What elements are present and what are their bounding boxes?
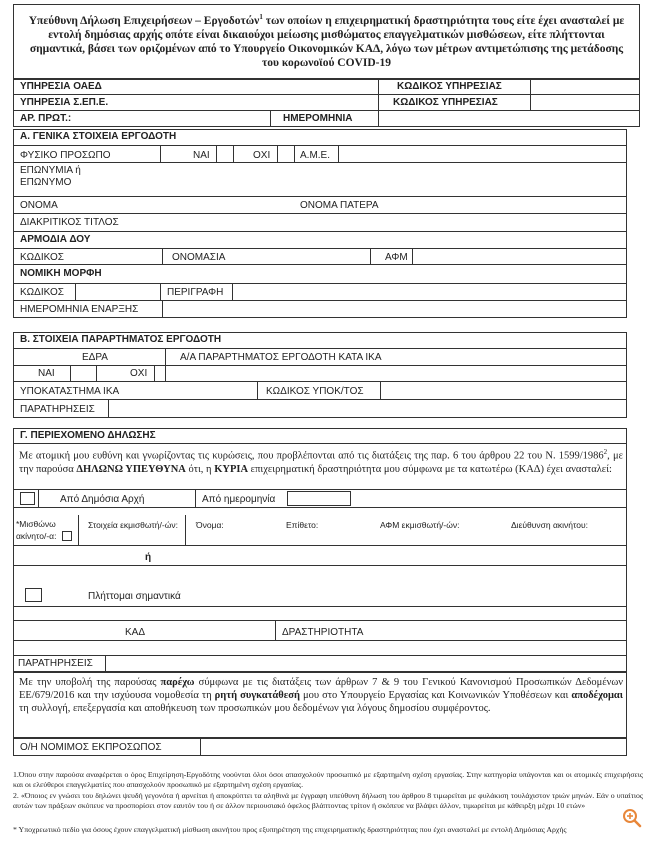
consent-part-3: μου στο Υπουργείο Εργασίας και Κοινωνικών Υποθέσεων και <box>302 690 569 701</box>
public-authority-checkbox[interactable] <box>20 492 35 505</box>
branch-number-label: Α/Α ΠΑΡΑΡΤΗΜΑΤΟΣ ΕΡΓΟΔΟΤΗ ΚΑΤΑ ΙΚΑ <box>180 352 382 363</box>
branch-code-field[interactable] <box>382 382 625 398</box>
physical-yes-label: ΝΑΙ <box>193 150 210 161</box>
tax-office-label: ΑΡΜΟΔΙΑ ΔΟΥ <box>20 234 91 245</box>
afm-field[interactable] <box>414 249 625 263</box>
tax-office-code-label: ΚΩΔΙΚΟΣ <box>20 252 64 263</box>
zoom-in-icon[interactable] <box>619 806 645 828</box>
section-c-title: Γ. ΠΕΡΙΕΧΟΜΕΝΟ ΔΗΛΩΣΗΣ <box>20 430 156 441</box>
section-a-title: Α. ΓΕΝΙΚΑ ΣΤΟΙΧΕΙΑ ΕΡΓΟΔΟΤΗ <box>20 131 177 142</box>
physical-no-label: ΟΧΙ <box>253 150 271 161</box>
legal-form-code-field[interactable] <box>77 284 157 299</box>
ame-field[interactable] <box>340 146 625 161</box>
consent-bold-3: αποδέχομαι <box>571 690 624 701</box>
legal-form-code-label: ΚΩΔΙΚΟΣ <box>20 287 64 298</box>
ika-branch-label: ΥΠΟΚΑΤΑΣΤΗΜΑ ΙΚΑ <box>20 386 120 397</box>
branch-remarks-label: ΠΑΡΑΤΗΡΗΣΕΙΣ <box>20 404 95 415</box>
seat-no-label: ΟΧΙ <box>130 368 148 379</box>
section-b-title: Β. ΣΤΟΙΧΕΙΑ ΠΑΡΑΡΤΗΜΑΤΟΣ ΕΡΓΟΔΟΤΗ <box>20 334 222 345</box>
from-date-label: Από ημερομηνία <box>202 494 276 505</box>
ame-label: Α.Μ.Ε. <box>300 150 331 161</box>
declaration-bold-2: ΚΥΡΙΑ <box>214 464 249 475</box>
declaration-remarks-label: ΠΑΡΑΤΗΡΗΣΕΙΣ <box>18 658 93 669</box>
legal-form-description-label: ΠΕΡΙΓΡΑΦΗ <box>167 287 224 298</box>
date-label: ΗΜΕΡΟΜΗΝΙΑ <box>283 113 353 124</box>
sepe-label: ΥΠΗΡΕΣΙΑ Σ.ΕΠ.Ε. <box>20 97 109 108</box>
footnote-1: 1.Όπου στην παρούσα αναφέρεται ο όρος Επιχείρηση-Εργοδότης νοούνται όλοι όσοι απασχολούν προσωπικό με εξαρτημένη σχέση εργασίας. Στην κατηγορία υπάγονται και οι ατομικές επιχειρήσεις και οι ελεύθεροι επαγγελματίες που απασχολούν προσωπικό με εξαρτημένη σχέση εργασίας. <box>13 770 643 789</box>
physical-person-label: ΦΥΣΙΚΟ ΠΡΟΣΩΠΟ <box>20 150 111 161</box>
consent-bold-2: ρητή συγκατάθεσή <box>214 690 300 701</box>
significantly-affected-checkbox[interactable] <box>25 588 42 602</box>
kad-label: ΚΑΔ <box>125 627 146 638</box>
lessor-data-label: Στοιχεία εκμισθωτή/-ών: <box>88 520 178 530</box>
declaration-text <box>19 446 623 477</box>
seat-no-checkbox[interactable] <box>155 366 165 380</box>
distinctive-title-field[interactable] <box>140 214 625 230</box>
lessor-afm-label: ΑΦΜ εκμισθωτή/-ών: <box>380 520 460 530</box>
protocol-number-field[interactable] <box>110 111 268 126</box>
branch-code-label: ΚΩΔΙΚΟΣ ΥΠΟΚ/ΤΟΣ <box>266 386 364 397</box>
consent-part-1: Με την υποβολή της παρούσας <box>19 677 157 688</box>
protocol-number-label: ΑΡ. ΠΡΩΤ.: <box>20 113 72 124</box>
lessor-first-name-label: Όνομα: <box>196 520 224 530</box>
legal-representative-label: Ο/Η ΝΟΜΙΜΟΣ ΕΚΠΡΟΣΩΠΟΣ <box>20 742 162 753</box>
consent-text <box>19 676 623 715</box>
tax-office-name-field[interactable] <box>240 249 368 263</box>
or-label: ή <box>145 552 152 563</box>
kad-field[interactable] <box>15 641 275 655</box>
oaed-label: ΥΠΗΡΕΣΙΑ ΟΑΕΔ <box>20 81 102 92</box>
service-code-label-2: ΚΩΔΙΚΟΣ ΥΠΗΡΕΣΙΑΣ <box>393 97 498 108</box>
tax-office-name-label: ΟΝΟΜΑΣΙΑ <box>172 252 226 263</box>
distinctive-title-label: ΔΙΑΚΡΙΤΙΚΟΣ ΤΙΤΛΟΣ <box>20 217 119 228</box>
lessor-surname-label: Επίθετο: <box>286 520 319 530</box>
form-header <box>13 4 640 79</box>
consent-part-4: τη συλλογή, επεξεργασία και αποθήκευση των προσωπικών μου δεδομένων για λόγους δημοσίου συμφέροντος. <box>19 703 491 714</box>
lessor-checkbox[interactable] <box>62 531 72 541</box>
father-name-label: ΟΝΟΜΑ ΠΑΤΕΡΑ <box>300 200 379 211</box>
declaration-part-1: Με ατομική μου ευθύνη και γνωρίζοντας τις κυρώσεις, που προβλέπονται από τις διατάξεις της παρ. 6 του άρθρου 22 του Ν. 1599/1986 <box>19 450 604 462</box>
declaration-part-4: επιχειρηματική δραστηριότητα μου σύμφωνα με τα κατωτέρω (ΚΑΔ) έχει ανασταλεί: <box>250 464 612 475</box>
footnote-3: * Υποχρεωτικό πεδίο για όσους έχουν επαγγελματική μίσθωση ακινήτου προς εξυπηρέτηση της επιχειρηματικής δραστηριότητας που έχει ανασταλεί με εντολή Δημόσιας Αρχής <box>13 825 567 834</box>
consent-bold-1: παρέχω <box>160 677 195 688</box>
company-name-label: ΕΠΩΝΥΜΙΑ ή ΕΠΩΝΥΜΟ <box>20 165 81 188</box>
footnote-2: 2. «Όποιος εν γνώσει του δηλώνει ψευδή γεγονότα ή αρνείται ή αποκρύπτει τα αληθινά με έγγραφη υπεύθυνη δήλωση του άρθρου 8 τιμωρείται με φυλάκιση τουλάχιστον τριών μηνών. Εάν ο υπαίτιος αυτών των πράξεων σκόπευε να προσπορίσει στον εαυτόν του ή σε άλλον περιουσιακό όφελος βλάπτοντας τρίτον ή σκόπευε να βλάψει άλλον, τιμωρείται με κάθειρξη μέχρι 10 ετών» <box>13 791 643 810</box>
seat-yes-checkbox[interactable] <box>71 366 95 380</box>
declaration-remarks-field[interactable] <box>107 656 625 671</box>
form-title: Υπεύθυνη Δήλωση Επιχειρήσεων – Εργοδοτών <box>28 14 260 27</box>
declaration-part-3: ότι, η <box>188 464 212 475</box>
tax-office-code-field[interactable] <box>80 249 160 263</box>
ika-branch-field[interactable] <box>150 382 255 398</box>
branch-number-field[interactable] <box>430 349 625 364</box>
legal-representative-field[interactable] <box>202 739 625 755</box>
property-address-label: Διεύθυνση ακινήτου: <box>511 520 588 530</box>
physical-yes-checkbox[interactable] <box>217 146 233 161</box>
lessor-label: *Μισθώνω ακίνητο/-α: <box>16 519 57 541</box>
date-field[interactable] <box>380 111 638 126</box>
legal-form-description-field[interactable] <box>234 284 625 299</box>
branch-remarks-field[interactable] <box>110 400 625 417</box>
service-code-label-1: ΚΩΔΙΚΟΣ ΥΠΗΡΕΣΙΑΣ <box>397 81 502 92</box>
first-name-field[interactable] <box>80 197 290 212</box>
seat-yes-label: ΝΑΙ <box>38 368 55 379</box>
seat-label: ΕΔΡΑ <box>82 352 108 363</box>
afm-label: ΑΦΜ <box>385 252 408 263</box>
physical-no-checkbox[interactable] <box>278 146 293 161</box>
company-name-field[interactable] <box>140 163 625 195</box>
activity-label: ΔΡΑΣΤΗΡΙΟΤΗΤΑ <box>282 627 364 638</box>
form-title-rest: των οποίων η επιχειρηματική δραστηριότητα τους είτε έχει ανασταλεί με εντολή δημόσιας αρχής οπότε είναι δικαιούχοι μείωσης μισθώματος επαγγελματικών μισθώσεων, είτε πλήττονται σημαντικά, βάσει των οριζομένων από το Υπουργείο Οικονομικών ΚΑΔ, λόγω των μέτρων αντιμετώπισης της μετάδοσης του κορωνοϊού COVID-19 <box>29 14 625 69</box>
start-date-field[interactable] <box>164 301 625 317</box>
footnote-ref-2: 2 <box>603 448 608 456</box>
consent-part-2: σύμφωνα με τις διατάξεις των άρθρων 7 & 9 του Γενικού Κανονισμού Προσωπικών Δεδομένων ΕΕ/679/2016 και την ισχύουσα νομοθεσία τη <box>19 677 624 701</box>
legal-form-label: ΝΟΜΙΚΗ ΜΟΡΦΗ <box>20 268 102 279</box>
footnote-ref-1: 1 <box>259 13 263 21</box>
significantly-affected-label: Πλήττομαι σημαντικά <box>88 591 181 602</box>
start-date-label: ΗΜΕΡΟΜΗΝΙΑ ΕΝΑΡΞΗΣ <box>20 304 139 315</box>
declaration-bold-1: ΔΗΛΩΝΩ ΥΠΕΥΘΥΝΑ <box>76 464 186 475</box>
from-date-field[interactable] <box>287 491 351 506</box>
father-name-field[interactable] <box>395 197 625 212</box>
first-name-label: ΟΝΟΜΑ <box>20 200 58 211</box>
public-authority-label: Από Δημόσια Αρχή <box>60 494 145 505</box>
declaration-part-2: , με την παρούσα <box>19 450 623 475</box>
